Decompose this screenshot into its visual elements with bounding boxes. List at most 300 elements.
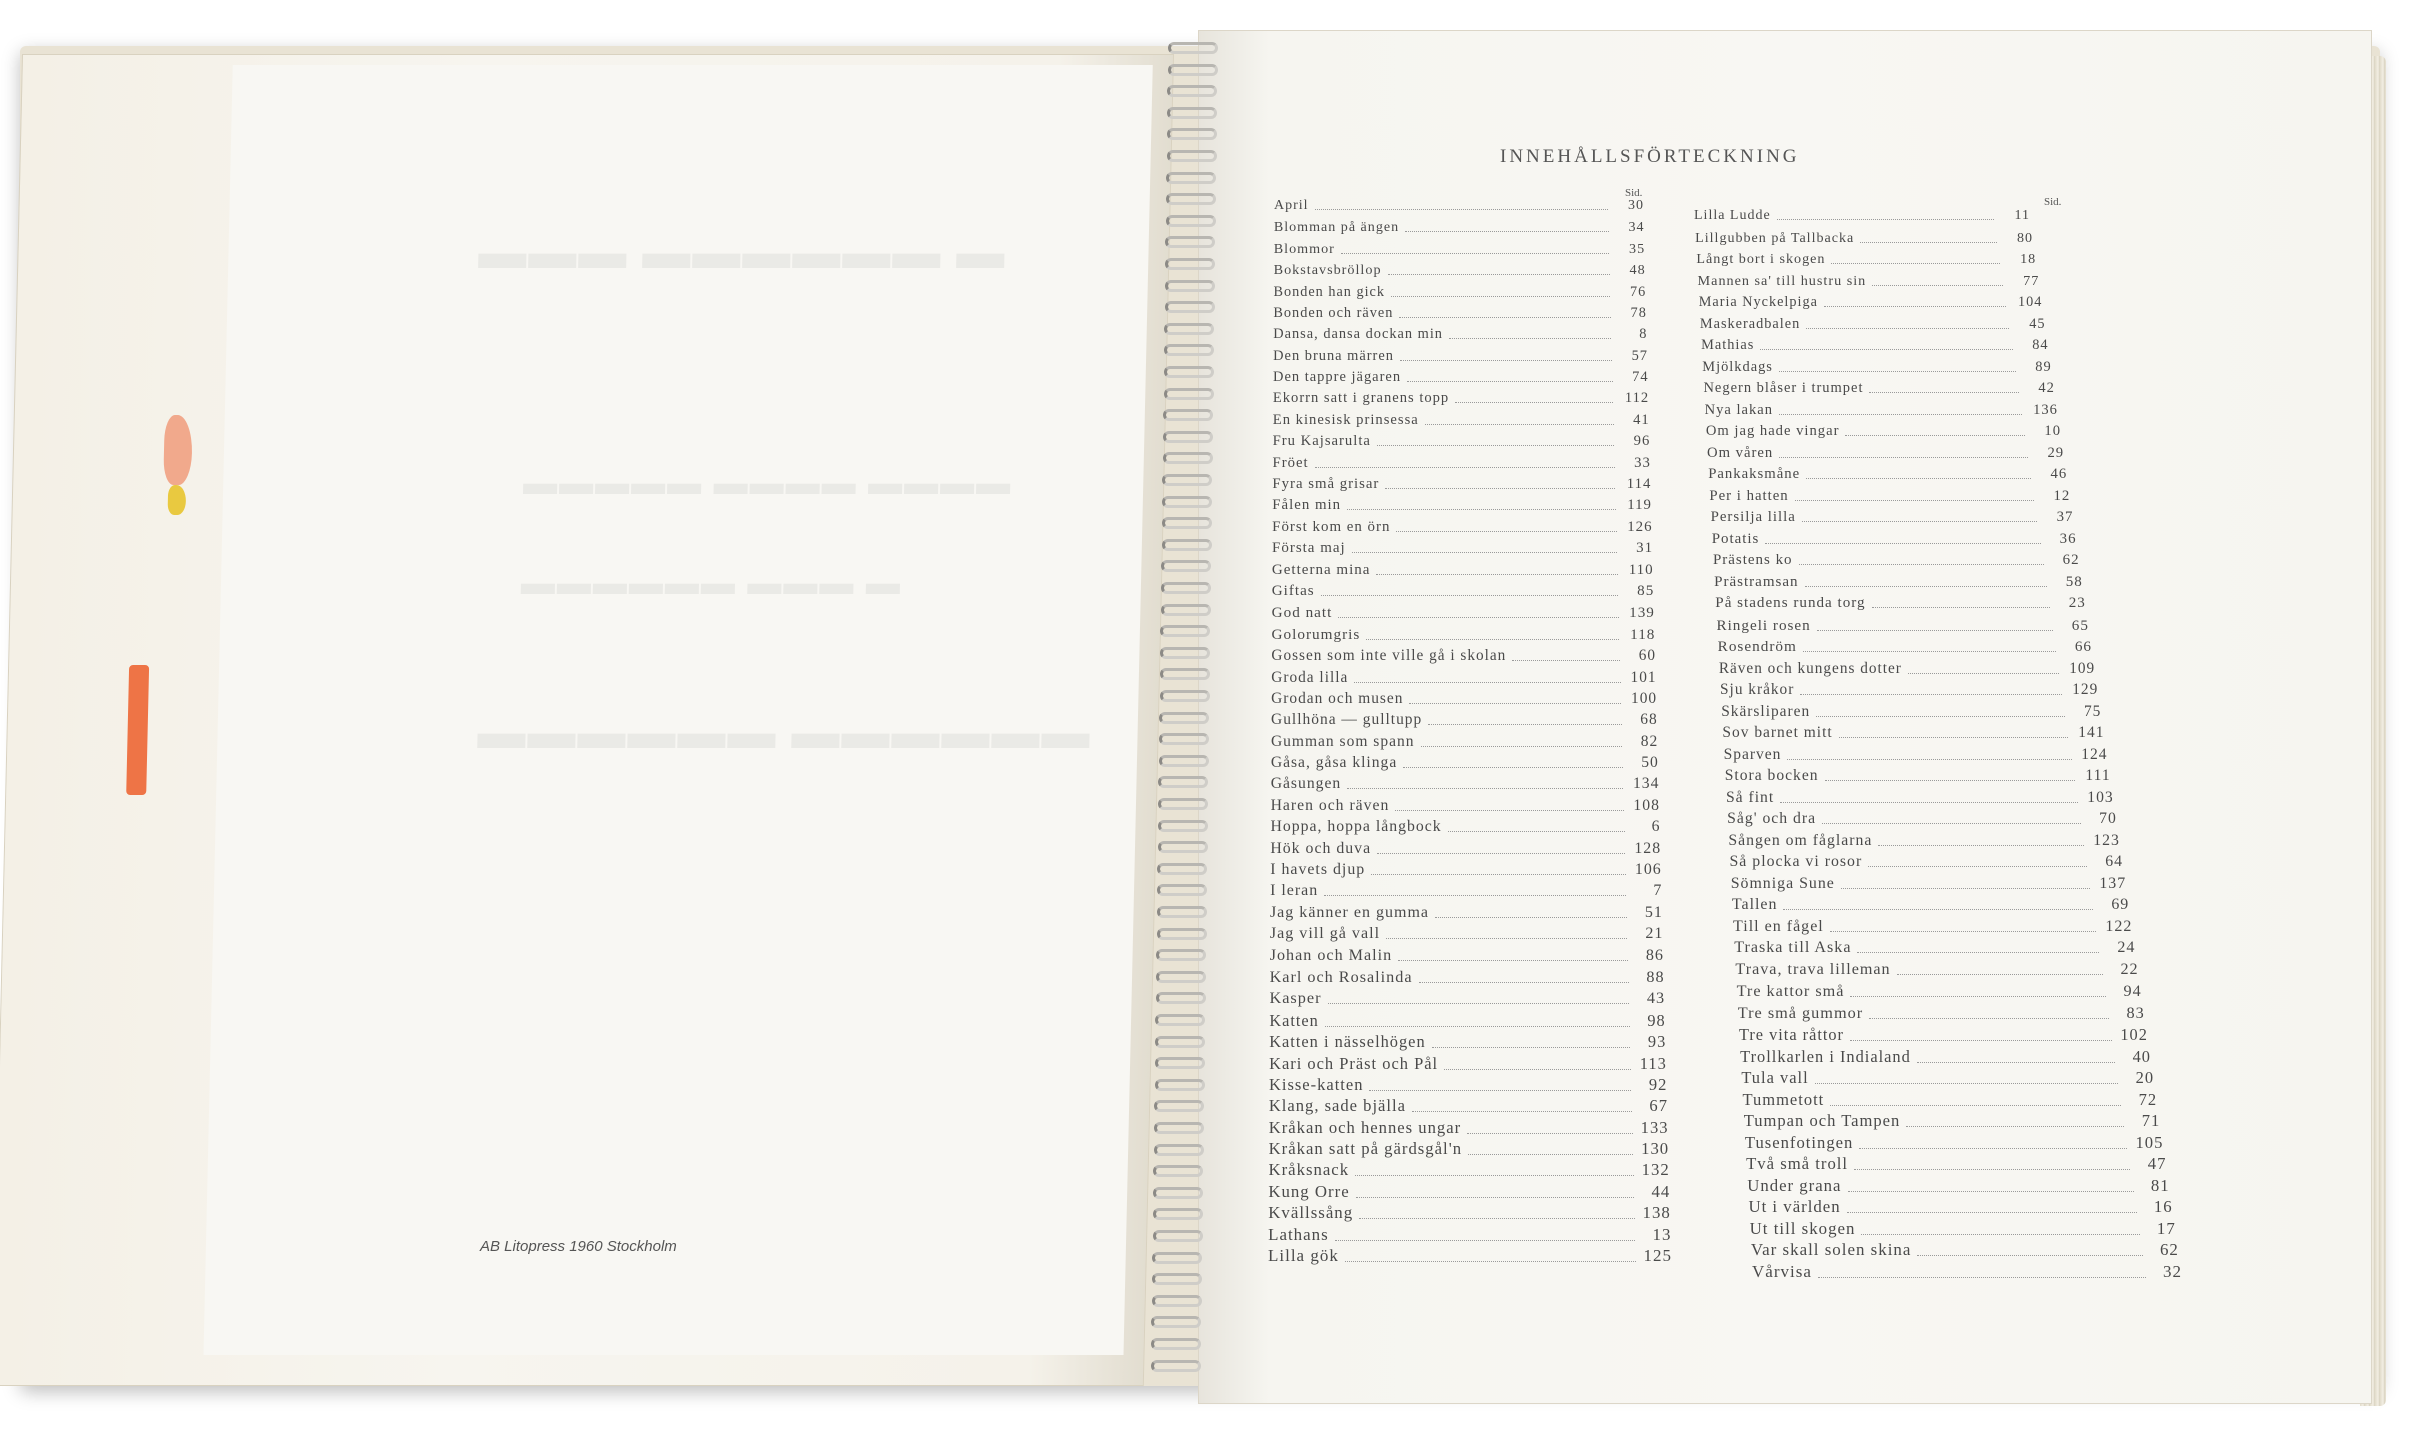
toc-entry-page: 102 <box>2120 1025 2148 1045</box>
toc-entry-title: Giftas <box>1271 582 1315 599</box>
dot-leader <box>1878 844 2084 846</box>
toc-entry-title: Tula vall <box>1741 1068 1809 1088</box>
toc-entry-title: Så fint <box>1725 788 1775 806</box>
toc-entry-title: Blommor <box>1273 240 1335 257</box>
toc-entry-title: Den tappre jägaren <box>1273 369 1402 386</box>
toc-entry-title: Gullhöna — gulltupp <box>1271 711 1423 729</box>
toc-entry-page: 62 <box>2159 1240 2179 1260</box>
toc-entry-page: 30 <box>1628 198 1644 213</box>
toc-entry-title: Första maj <box>1272 540 1346 557</box>
toc-entry-page: 13 <box>1652 1224 1672 1244</box>
dot-leader <box>1779 456 2028 458</box>
toc-entry-title: Klang, sade bjälla <box>1268 1096 1406 1116</box>
dot-leader <box>1371 873 1625 875</box>
toc-entry <box>1720 681 2098 699</box>
show-through-print: ▬▬▬▬▬▬ ▬▬▬▬▬▬ <box>477 706 1093 759</box>
dot-leader <box>1359 1217 1635 1219</box>
toc-entry-page: 12 <box>2053 487 2071 504</box>
toc-entry-title: Trollkarlen i Indialand <box>1740 1046 1911 1066</box>
dot-leader <box>1777 218 1994 220</box>
dot-leader <box>1377 852 1625 854</box>
dot-leader <box>1356 1196 1635 1198</box>
toc-entry <box>1714 574 2083 591</box>
toc-entry-title: I leran <box>1270 882 1319 900</box>
toc-entry <box>1272 497 1652 514</box>
spiral-coil <box>1164 323 1214 335</box>
dot-leader <box>1405 230 1608 232</box>
toc-entry-title: Hök och duva <box>1270 839 1372 857</box>
dot-leader <box>1783 908 2093 910</box>
toc-entry-title: Kung Orre <box>1268 1181 1350 1201</box>
toc-entry-page: 111 <box>2085 767 2111 785</box>
spiral-coil <box>1153 1165 1203 1177</box>
spiral-coil <box>1168 42 1218 54</box>
toc-entry-title: I havets djup <box>1270 861 1366 879</box>
toc-entry-page: 132 <box>1641 1160 1670 1180</box>
spiral-coil <box>1162 496 1212 508</box>
toc-entry-title: Tumpan och Tampen <box>1743 1111 1901 1131</box>
toc-entry-title: Potatis <box>1711 530 1760 547</box>
dot-leader <box>1395 809 1624 811</box>
toc-entry <box>1719 660 2095 678</box>
toc-entry-page: 36 <box>2059 530 2077 547</box>
toc-entry-page: 68 <box>1640 711 1658 729</box>
toc-entry <box>1271 754 1659 772</box>
toc-entry-page: 93 <box>1647 1032 1667 1052</box>
toc-entry-page: 106 <box>1634 861 1662 879</box>
toc-entry <box>1270 861 1662 879</box>
toc-entry <box>1745 1133 2163 1153</box>
toc-entry-page: 22 <box>2120 960 2139 978</box>
toc-entry-title: En kinesisk prinsessa <box>1272 411 1419 428</box>
toc-entry-page: 77 <box>2023 272 2040 289</box>
toc-entry-title: Sången om fåglarna <box>1728 831 1873 849</box>
toc-entry-page: 88 <box>1646 967 1665 986</box>
toc-entry-page: 130 <box>1641 1139 1670 1159</box>
toc-entry <box>1731 875 2126 893</box>
spiral-coil <box>1166 172 1216 184</box>
toc-entry-title: Groda lilla <box>1271 668 1349 686</box>
toc-entry-page: 42 <box>2038 380 2055 397</box>
dot-leader <box>1816 715 2065 717</box>
page-column-header: Sid. <box>2044 196 2062 208</box>
toc-entry-page: 69 <box>2111 896 2130 914</box>
toc-entry-page: 51 <box>1644 903 1663 921</box>
toc-entry-page: 141 <box>2078 724 2105 742</box>
spiral-coil <box>1165 280 1215 292</box>
dot-leader <box>1795 499 2035 501</box>
toc-entry-title: Katten i nässelhögen <box>1269 1032 1426 1052</box>
toc-entry <box>1741 1068 2154 1088</box>
toc-entry <box>1733 918 2132 936</box>
toc-entry <box>1273 412 1650 429</box>
toc-entry-title: Lilla Ludde <box>1694 208 1771 223</box>
dot-leader <box>1347 787 1623 789</box>
dot-leader <box>1407 380 1612 382</box>
dot-leader <box>1760 348 2012 350</box>
spiral-coil <box>1155 1036 1205 1048</box>
toc-entry-title: Blomman på ängen <box>1273 219 1400 236</box>
toc-entry-page: 128 <box>1634 839 1662 857</box>
dot-leader <box>1869 1017 2109 1019</box>
toc-entry <box>1273 390 1649 407</box>
toc-entry <box>1273 326 1647 343</box>
toc-entry-title: Vårvisa <box>1752 1262 1812 1281</box>
spiral-coil <box>1163 452 1213 464</box>
toc-entry <box>1740 1047 2151 1067</box>
dot-leader <box>1419 981 1629 983</box>
toc-entry <box>1272 562 1654 579</box>
toc-entry <box>1271 733 1658 751</box>
toc-entry-page: 92 <box>1648 1074 1668 1094</box>
toc-entry-title: Maria Nyckelpiga <box>1698 294 1818 311</box>
show-through-print: ▬▬▬ ▬▬▬▬▬▬ ▬ <box>477 226 1008 279</box>
toc-entry <box>1701 337 2049 354</box>
toc-entry-page: 47 <box>2147 1154 2167 1174</box>
dot-leader <box>1917 1061 2115 1063</box>
toc-entry-title: Negern blåser i trumpet <box>1703 380 1864 397</box>
toc-entry-title: Jag vill gå vall <box>1269 925 1381 943</box>
toc-entry-page: 48 <box>1629 262 1646 279</box>
dot-leader <box>1455 401 1613 403</box>
toc-entry-page: 32 <box>2163 1262 2182 1281</box>
spiral-coil <box>1154 1122 1204 1134</box>
toc-entry-page: 119 <box>1627 497 1652 514</box>
dot-leader <box>1347 508 1616 510</box>
dot-leader <box>1355 1174 1634 1176</box>
spiral-coil <box>1161 604 1211 616</box>
toc-entry-title: Stora bocken <box>1724 767 1819 785</box>
spiral-coil <box>1158 776 1208 788</box>
spiral-coil <box>1164 366 1214 378</box>
dot-leader <box>1341 252 1609 254</box>
toc-entry-title: April <box>1274 198 1309 213</box>
spiral-coil <box>1155 1014 1205 1026</box>
spiral-coil <box>1153 1187 1203 1199</box>
toc-entry-page: 78 <box>1630 304 1647 321</box>
spiral-coil <box>1167 128 1217 140</box>
cover-illustration-edge <box>126 665 149 795</box>
toc-entry <box>1272 583 1654 600</box>
toc-entry-title: Mannen sa' till hustru sin <box>1697 272 1867 289</box>
toc-entry <box>1748 1197 2172 1217</box>
toc-entry <box>1725 767 2111 785</box>
dot-leader <box>1868 865 2087 867</box>
cover-illustration-edge <box>168 485 187 515</box>
dot-leader <box>1388 273 1610 275</box>
spiral-coil <box>1160 668 1210 680</box>
toc-entry-page: 71 <box>2141 1111 2161 1131</box>
toc-entry-title: Gåsa, gåsa klinga <box>1270 754 1398 772</box>
toc-entry <box>1270 925 1664 943</box>
toc-entry-title: Maskeradbalen <box>1699 315 1801 332</box>
toc-entry-title: Tummetott <box>1742 1089 1825 1109</box>
toc-entry-title: Ut till skogen <box>1749 1218 1856 1238</box>
toc-entry-title: Getterna mina <box>1271 561 1371 578</box>
dot-leader <box>1779 413 2022 415</box>
toc-entry <box>1734 939 2135 957</box>
spiral-coil <box>1153 1208 1203 1220</box>
spiral-coil <box>1158 798 1208 810</box>
toc-entry-page: 84 <box>2032 337 2049 354</box>
toc-entry <box>1272 626 1656 644</box>
dot-leader <box>1399 316 1610 318</box>
publisher-imprint: AB Litopress 1960 Stockholm <box>480 1238 677 1255</box>
toc-entry-title: Lathans <box>1268 1224 1329 1244</box>
toc-entry-page: 65 <box>2071 616 2089 634</box>
dot-leader <box>1847 1211 2137 1213</box>
spiral-coil <box>1151 1316 1201 1328</box>
dot-leader <box>1841 887 2090 889</box>
toc-entry <box>1700 316 2046 333</box>
toc-entry-page: 43 <box>1646 989 1666 1008</box>
spiral-coil <box>1156 971 1206 983</box>
toc-entry <box>1269 1118 1669 1138</box>
toc-entry-page: 122 <box>2105 917 2133 935</box>
toc-entry <box>1696 251 2036 268</box>
dot-leader <box>1787 758 2071 760</box>
spiral-coil <box>1157 884 1207 896</box>
dot-leader <box>1385 487 1615 489</box>
toc-entry-title: Gossen som inte ville gå i skolan <box>1271 647 1507 665</box>
toc-entry-page: 96 <box>1633 433 1651 450</box>
toc-entry <box>1272 476 1651 493</box>
toc-entry-page: 83 <box>2126 1003 2145 1022</box>
toc-entry <box>1271 669 1656 687</box>
toc-entry <box>1743 1090 2158 1110</box>
toc-entry-page: 44 <box>1651 1181 1671 1201</box>
spiral-coil <box>1156 992 1206 1004</box>
toc-entry-page: 124 <box>2081 745 2108 763</box>
spiral-coil <box>1159 755 1209 767</box>
toc-entry-page: 67 <box>1649 1096 1668 1116</box>
toc-entry <box>1274 284 1647 301</box>
spiral-coil <box>1157 906 1207 918</box>
toc-entry <box>1272 604 1655 622</box>
toc-entry <box>1726 789 2114 807</box>
toc-entry-page: 66 <box>2074 638 2093 656</box>
spiral-coil <box>1152 1295 1202 1307</box>
toc-entry-title: Kasper <box>1269 989 1322 1008</box>
spiral-coil <box>1167 150 1217 162</box>
dot-leader <box>1444 1068 1631 1070</box>
toc-entry-title: Johan och Malin <box>1269 946 1393 964</box>
dot-leader <box>1850 1039 2112 1041</box>
spiral-coil <box>1165 301 1215 313</box>
toc-entry-title: Tallen <box>1731 896 1778 914</box>
toc-entry-page: 104 <box>2018 294 2043 311</box>
toc-entry-title: Den bruna märren <box>1273 347 1394 364</box>
dot-leader <box>1824 305 2007 307</box>
toc-entry-page: 11 <box>2014 208 2030 223</box>
toc-entry-page: 118 <box>1630 625 1656 643</box>
dot-leader <box>1906 1125 2124 1127</box>
toc-entry-title: Traska till Aska <box>1734 939 1852 957</box>
spiral-coil <box>1154 1100 1204 1112</box>
toc-entry-page: 98 <box>1647 1010 1666 1030</box>
dot-leader <box>1854 1168 2130 1170</box>
toc-entry <box>1724 746 2108 764</box>
toc-entry-page: 72 <box>2138 1089 2158 1109</box>
dot-leader <box>1354 681 1620 683</box>
toc-entry-page: 113 <box>1639 1053 1667 1073</box>
toc-entry-title: Under grana <box>1747 1175 1842 1195</box>
toc-entry-page: 31 <box>1636 540 1654 557</box>
toc-entry-title: Skärsliparen <box>1721 702 1811 720</box>
toc-entry-title: Rosendröm <box>1717 638 1797 656</box>
toc-entry <box>1270 818 1660 836</box>
dot-leader <box>1366 638 1619 640</box>
toc-entry-page: 8 <box>1639 326 1648 343</box>
dot-leader <box>1799 563 2044 565</box>
toc-entry-page: 125 <box>1643 1246 1672 1265</box>
toc-entry-title: Till en fågel <box>1733 917 1824 935</box>
toc-entry-page: 75 <box>2083 702 2102 720</box>
page-column-header: Sid. <box>1625 187 1643 199</box>
toc-entry-page: 100 <box>1631 689 1658 707</box>
spiral-coil <box>1165 236 1215 248</box>
toc-entry-page: 18 <box>2020 251 2037 268</box>
toc-entry-title: Sparven <box>1723 745 1782 763</box>
toc-entry-page: 101 <box>1630 668 1657 686</box>
dot-leader <box>1831 262 2000 264</box>
toc-entry <box>1709 488 2070 505</box>
toc-entry <box>1268 1160 1669 1180</box>
dot-leader <box>1328 1002 1630 1004</box>
toc-entry-title: Gumman som spann <box>1270 732 1415 750</box>
toc-entry <box>1273 348 1648 365</box>
spiral-coil <box>1167 107 1217 119</box>
toc-entry-page: 20 <box>2135 1068 2155 1088</box>
toc-entry-title: Två små troll <box>1746 1154 1849 1174</box>
dot-leader <box>1352 551 1617 553</box>
toc-entry <box>1752 1262 2182 1282</box>
spiral-coil <box>1159 712 1209 724</box>
toc-entry-title: Hoppa, hoppa långbock <box>1270 818 1442 836</box>
toc-entry-page: 60 <box>1638 647 1656 665</box>
toc-entry <box>1721 703 2101 721</box>
toc-entry <box>1718 638 2092 656</box>
dot-leader <box>1467 1132 1632 1134</box>
toc-entry-page: 76 <box>1630 283 1647 300</box>
toc-entry <box>1268 1246 1672 1266</box>
dot-leader <box>1872 284 2003 286</box>
toc-entry-title: Bokstavsbröllop <box>1273 262 1382 279</box>
dot-leader <box>1839 736 2069 738</box>
spiral-coil <box>1159 733 1209 745</box>
dot-leader <box>1403 766 1623 768</box>
toc-entry-title: Ringeli rosen <box>1716 616 1811 634</box>
toc-entry-page: 86 <box>1645 946 1664 964</box>
dot-leader <box>1822 822 2081 824</box>
spiral-coil <box>1163 431 1213 443</box>
spiral-coil <box>1162 474 1212 486</box>
toc-entry-title: Kvällssång <box>1268 1203 1354 1223</box>
toc-entry <box>1269 1011 1665 1031</box>
dot-leader <box>1897 973 2103 975</box>
dot-leader <box>1800 693 2062 695</box>
toc-entry-title: Kråkan satt på gärdsgål'n <box>1268 1139 1463 1159</box>
toc-entry-page: 138 <box>1642 1203 1671 1223</box>
toc-entry-page: 108 <box>1633 796 1660 814</box>
toc-title: INNEHÅLLSFÖRTECKNING <box>1500 146 1800 167</box>
toc-entry-title: Golorumgris <box>1271 625 1361 643</box>
toc-entry <box>1737 982 2142 1001</box>
dot-leader <box>1806 327 2009 329</box>
toc-entry <box>1269 1032 1666 1052</box>
dot-leader <box>1409 702 1621 704</box>
dot-leader <box>1396 530 1616 532</box>
spiral-coil <box>1160 647 1210 659</box>
toc-entry-title: God natt <box>1271 604 1333 622</box>
toc-entry <box>1271 647 1656 665</box>
toc-entry <box>1268 1203 1671 1223</box>
toc-entry-page: 110 <box>1628 561 1654 578</box>
toc-entry-page: 58 <box>2065 573 2083 590</box>
dot-leader <box>1817 629 2053 631</box>
spiral-coil <box>1164 344 1214 356</box>
toc-entry-title: Trava, trava lilleman <box>1735 960 1891 978</box>
toc-entry <box>1274 198 1644 214</box>
toc-entry <box>1271 711 1658 729</box>
toc-entry <box>1269 1096 1668 1116</box>
toc-entry-title: Persilja lilla <box>1710 509 1796 526</box>
toc-entry-page: 126 <box>1627 518 1653 535</box>
dot-leader <box>1377 444 1614 446</box>
spiral-coil <box>1151 1360 1201 1372</box>
toc-entry-page: 81 <box>2150 1175 2170 1195</box>
toc-entry-page: 45 <box>2029 315 2046 332</box>
dot-leader <box>1869 391 2018 393</box>
toc-entry <box>1273 369 1649 386</box>
dot-leader <box>1468 1153 1633 1155</box>
dot-leader <box>1848 1190 2134 1192</box>
spiral-coil <box>1157 863 1207 875</box>
spiral-coil <box>1152 1273 1202 1285</box>
dot-leader <box>1435 916 1627 918</box>
toc-entry <box>1744 1111 2161 1131</box>
dot-leader <box>1845 434 2025 436</box>
toc-entry-title: Karl och Rosalinda <box>1269 967 1413 986</box>
toc-entry <box>1702 359 2051 376</box>
spiral-coil <box>1162 517 1212 529</box>
toc-entry <box>1268 1225 1671 1245</box>
toc-entry-page: 64 <box>2105 853 2124 871</box>
toc-entry <box>1715 595 2086 612</box>
toc-entry-title: Fyra små grisar <box>1272 476 1380 493</box>
toc-entry-page: 10 <box>2044 423 2061 440</box>
spiral-coil <box>1166 193 1216 205</box>
toc-entry-title: Nya lakan <box>1704 401 1774 418</box>
dot-leader <box>1338 616 1619 618</box>
toc-entry-page: 74 <box>1632 369 1649 386</box>
toc-entry-page: 57 <box>1631 347 1648 364</box>
toc-entry-title: Mjölkdags <box>1702 358 1773 375</box>
spiral-coil <box>1164 388 1214 400</box>
toc-entry <box>1270 968 1665 987</box>
toc-entry <box>1268 1182 1670 1202</box>
dot-leader <box>1398 959 1628 961</box>
spiral-coil <box>1165 258 1215 270</box>
spiral-coil <box>1161 582 1211 594</box>
toc-entry-page: 133 <box>1640 1117 1669 1137</box>
toc-entry <box>1274 219 1645 236</box>
dot-leader <box>1432 1046 1631 1048</box>
toc-entry-title: Lillgubben på Tallbacka <box>1695 229 1855 246</box>
toc-entry-page: 105 <box>2135 1132 2164 1152</box>
toc-entry <box>1269 1139 1670 1159</box>
toc-entry <box>1738 1004 2145 1023</box>
